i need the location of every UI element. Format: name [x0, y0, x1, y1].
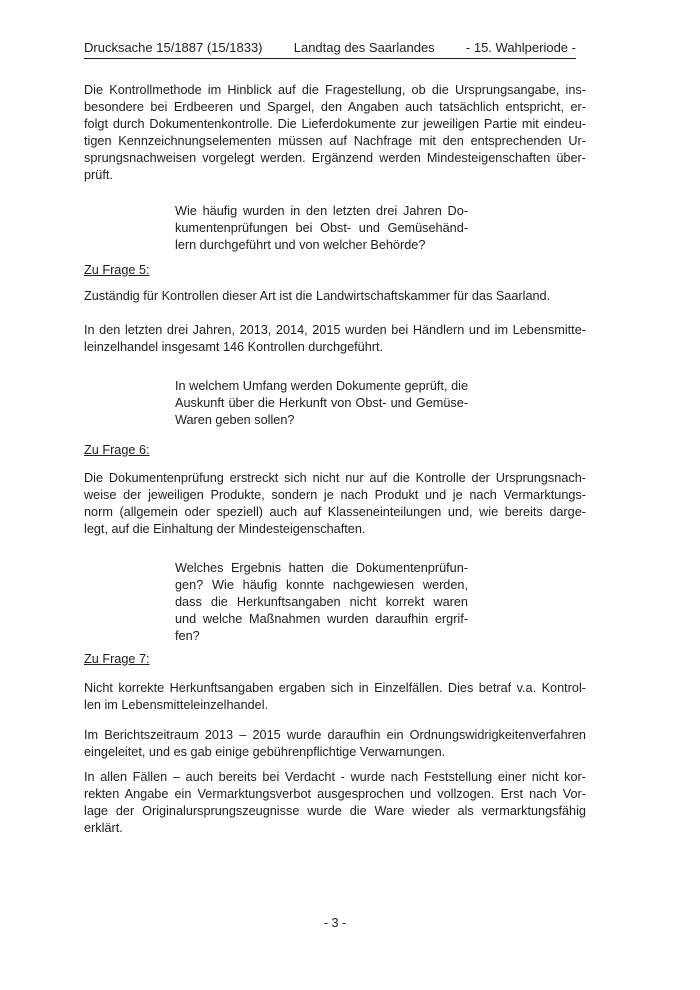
text-line: Im Berichtszeitraum 2013 – 2015 wurde daraufhin ein Ordnungswidrigkeitenverfahren [84, 728, 586, 742]
text-line: leinzelhandel insgesamt 146 Kontrollen durchgeführt. [84, 340, 384, 354]
text-line: Zuständig für Kontrollen dieser Art ist die Landwirtschaftskammer für das Saarland. [84, 289, 551, 303]
text-line: fen? [175, 629, 200, 643]
page-number: - 3 - [323, 916, 347, 930]
text-line: Auskunft über die Herkunft von Obst- und Gemüse- [175, 396, 468, 410]
text-line: legt, auf die Einhaltung der Mindesteigenschaften. [84, 522, 366, 536]
answer-paragraph-frage-7-c [84, 769, 586, 837]
section-heading-frage-7: Zu Frage 7: [84, 652, 150, 666]
text-line: In welchem Umfang werden Dokumente geprüft, die [175, 379, 468, 393]
text-line: und welche Maßnahmen wurden daraufhin ergrif- [175, 612, 468, 626]
text-line: Die Kontrollmethode im Hinblick auf die Fragestellung, ob die Ursprungsangabe, ins- [84, 83, 586, 97]
text-line: In allen Fällen – auch bereits bei Verdacht - wurde nach Feststellung einer nicht kor- [84, 770, 586, 784]
text-line: Waren geben sollen? [175, 413, 295, 427]
text-line: tigen Kennzeichnungselementen müssen auf Nachfrage mit den entsprechenden Ur- [84, 134, 586, 148]
document-header [84, 40, 576, 59]
answer-paragraph-frage-5-a [84, 288, 586, 305]
text-line: dass die Herkunftsangaben nicht korrekt waren [175, 595, 468, 609]
text-line: besondere bei Erdbeeren und Spargel, den Angaben auch tatsächlich entspricht, er- [84, 100, 586, 114]
text-line: norm (allgemein oder speziell) auch auf Klasseneinteilungen und, wie bereits darge- [84, 505, 586, 519]
document-body [84, 82, 586, 837]
text-line: weise der jeweiligen Produkte, sondern je nach Produkt und je nach Vermarktungs- [84, 488, 586, 502]
text-line: lage der Originalursprungszeugnisse wurde die Ware wieder als vermarktungsfähig [84, 804, 586, 818]
text-line: sprungsnachweisen vorgelegt werden. Ergänzend werden Mindesteigenschaften über- [84, 151, 586, 165]
text-line: Welches Ergebnis hatten die Dokumentenprüfun- [175, 561, 468, 575]
question-block-frage-7 [175, 560, 468, 645]
intro-paragraph [84, 82, 586, 184]
text-line: len im Lebensmitteleinzelhandel. [84, 698, 269, 712]
answer-paragraph-frage-6 [84, 470, 586, 538]
text-line: erklärt. [84, 821, 123, 835]
text-line: In den letzten drei Jahren, 2013, 2014, 2015 wurden bei Händlern und im Lebensmitte- [84, 323, 586, 337]
text-line: gen? Wie häufig konnte nachgewiesen werden, [175, 578, 468, 592]
text-line: folgt durch Dokumentenkontrolle. Die Lieferdokumente zur jeweiligen Partie mit eindeu- [84, 117, 586, 131]
text-line: lern durchgeführt und von welcher Behörde? [175, 238, 426, 252]
header-wahlperiode: - 15. Wahlperiode - [465, 40, 576, 55]
text-line: rekten Angabe ein Vermarktungsverbot ausgesprochen und vollzogen. Erst nach Vor- [84, 787, 586, 801]
section-heading-frage-5: Zu Frage 5: [84, 263, 150, 277]
answer-paragraph-frage-5-b [84, 322, 586, 356]
question-block-frage-5 [175, 203, 468, 254]
text-line: kumentenprüfungen bei Obst- und Gemüsehänd- [175, 221, 468, 235]
header-institution: Landtag des Saarlandes [293, 40, 435, 55]
header-drucksache-number: Drucksache 15/1887 (15/1833) [84, 40, 263, 55]
section-heading-frage-6: Zu Frage 6: [84, 443, 150, 457]
text-line: eingeleitet, und es gab einige gebührenpflichtige Verwarnungen. [84, 745, 446, 759]
text-line: Wie häufig wurden in den letzten drei Jahren Do- [175, 204, 468, 218]
answer-paragraph-frage-7-a [84, 680, 586, 714]
answer-paragraph-frage-7-b [84, 727, 586, 761]
text-line: Die Dokumentenprüfung erstreckt sich nicht nur auf die Kontrolle der Ursprungsnach- [84, 471, 586, 485]
text-line: prüft. [84, 168, 113, 182]
text-line: Nicht korrekte Herkunftsangaben ergaben sich in Einzelfällen. Dies betraf v.a. Kontrol- [84, 681, 586, 695]
question-block-frage-6 [175, 378, 468, 429]
